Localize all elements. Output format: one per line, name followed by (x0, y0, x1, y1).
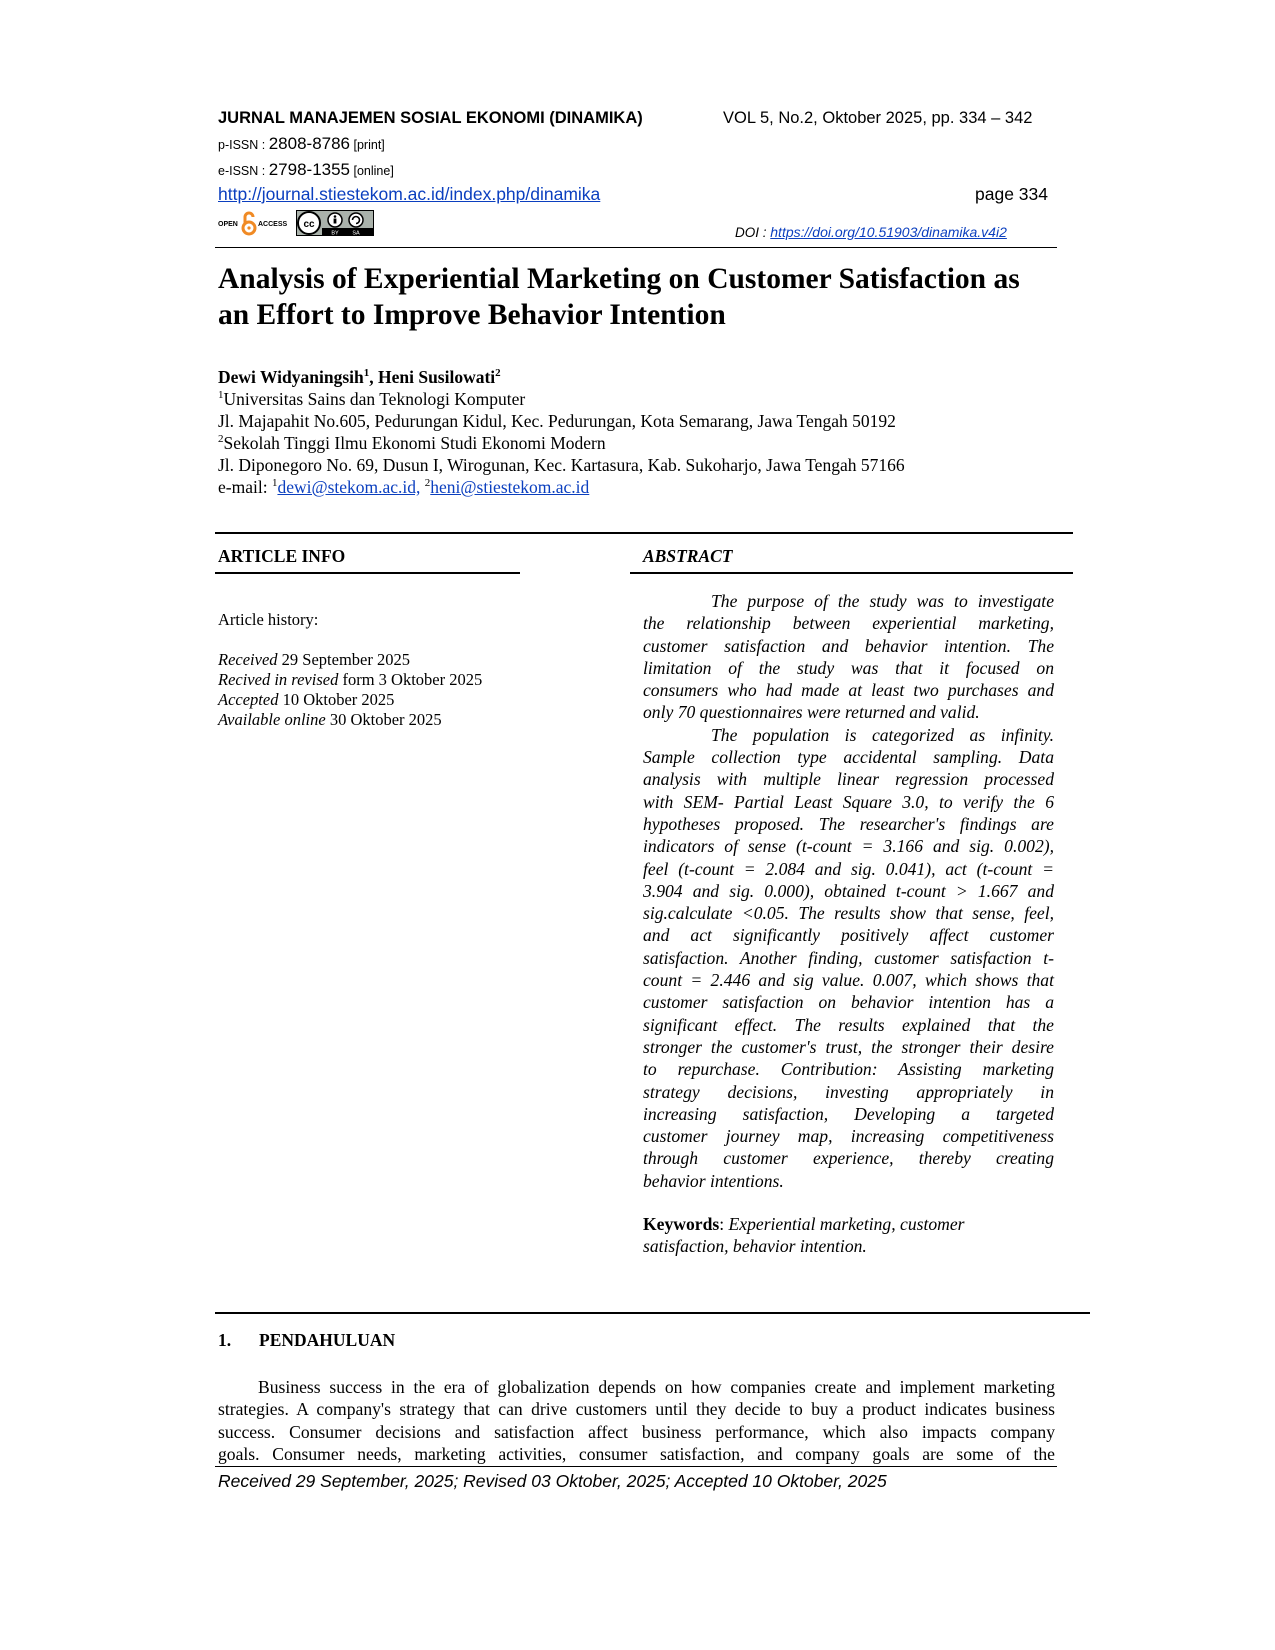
article-info-rule (215, 572, 520, 574)
svg-text:cc: cc (303, 219, 315, 230)
available-online-line (218, 710, 442, 730)
email-2-sup: 2 (424, 477, 431, 489)
abstract-line: the relationship between experiential marketing, (643, 613, 1054, 634)
author-list (218, 367, 501, 388)
revised-date: form 3 Oktober 2025 (338, 670, 483, 689)
author-2-sup: 2 (495, 367, 501, 379)
eissn-number: 2798-1355 (268, 160, 351, 179)
doi-line (735, 224, 1007, 240)
accepted-line (218, 690, 394, 710)
intro-line: goals. Consumer needs, marketing activities, consumer satisfaction, and company goals are some of the (218, 1443, 1055, 1464)
affiliation-1-address: Jl. Majapahit No.605, Pedurungan Kidul, Kec. Pedurungan, Kota Semarang, Jawa Tengah 50192 (218, 411, 896, 431)
abstract-line: customer journey map, increasing competitiveness (643, 1126, 1054, 1147)
author-2: Heni Susilowati (377, 367, 496, 387)
article-history-label: Article history: (218, 610, 319, 629)
abstract-bottom-rule (215, 1312, 1090, 1314)
volume-info: VOL 5, No.2, Oktober 2025, pp. 334 – 342 (723, 109, 1033, 127)
eissn-suffix: [online] (350, 164, 394, 178)
abstract-line: consumers who had made at least two purchases and (643, 680, 1054, 701)
abstract-line: limitation of the study was that it focused on (643, 657, 1054, 678)
affiliation-2-address: Jl. Diponegoro No. 69, Dusun I, Wirogunan, Kec. Kartasura, Kab. Sukoharjo, Jawa Tengah 57166 (218, 455, 905, 475)
section-title: PENDAHULUAN (259, 1330, 396, 1350)
available-online-label: Available online (218, 710, 326, 729)
accepted-label: Accepted (218, 690, 279, 709)
abstract-rule (630, 572, 1073, 574)
author-1-sup: 1 (363, 367, 370, 379)
eissn-label: e-ISSN : (218, 164, 269, 178)
header-divider (215, 247, 1057, 248)
doi-link[interactable]: https://doi.org/10.51903/dinamika.v4i2 (770, 224, 1007, 240)
intro-paragraph (218, 1376, 1055, 1465)
intro-line: success. Consumer decisions and satisfaction affect business performance, which also impacts company (218, 1421, 1055, 1442)
received-label: Received (218, 650, 278, 669)
abstract-line: only 70 questionnaires were returned and valid. (643, 702, 980, 723)
intro-line: Business success in the era of globalization depends on how companies create and implement marketing (258, 1377, 1055, 1397)
email-2-link[interactable]: heni@stiestekom.ac.id (430, 477, 590, 497)
pissn-label: p-ISSN : (218, 138, 269, 152)
abstract-line: strategy decisions, investing appropriately in (643, 1081, 1054, 1102)
available-online-date: 30 Oktober 2025 (325, 710, 442, 729)
revised-line (218, 670, 482, 690)
keywords (643, 1213, 965, 1258)
abstract-line: satisfaction. Another finding, customer satisfaction t- (643, 947, 1054, 968)
journal-url-link[interactable]: http://journal.stiestekom.ac.id/index.php/dinamika (218, 184, 601, 204)
affiliation-2-name: Sekolah Tinggi Ilmu Ekonomi Studi Ekonomi Modern (223, 433, 606, 453)
paper-title-line-1: Analysis of Experiential Marketing on Customer Satisfaction as (218, 263, 1020, 295)
abstract-line: Sample collection type accidental sampling. Data (643, 747, 1054, 768)
abstract-line: increasing satisfaction, Developing a targeted (643, 1103, 1054, 1124)
doi-label: DOI : (735, 225, 771, 240)
cc-by-sa-license-icon (296, 210, 374, 236)
paper-title-line-2: an Effort to Improve Behavior Intention (218, 299, 726, 331)
received-line (218, 650, 410, 670)
abstract-line: hypotheses proposed. The researcher's findings are (643, 813, 1054, 834)
keywords-label: Keywords (643, 1214, 720, 1234)
email-1-sup: 1 (271, 477, 278, 489)
affiliation-1-name: Universitas Sains dan Teknologi Komputer (223, 389, 526, 409)
pissn-suffix: [print] (350, 138, 385, 152)
email-label: e-mail: (218, 477, 272, 497)
svg-text:ACCESS: ACCESS (258, 221, 288, 228)
email-line (218, 477, 589, 498)
pissn-line (218, 134, 385, 154)
abstract-line: The purpose of the study was to investigate (711, 591, 1054, 611)
svg-text:BY: BY (331, 230, 339, 236)
abstract-line: count = 2.446 and sig value. 0.007, which shows that (643, 970, 1054, 991)
abstract-line: customer satisfaction on behavior intention has a (643, 992, 1054, 1013)
abstract-line: The population is categorized as infinity. (711, 724, 1054, 745)
affiliation-1 (218, 389, 525, 410)
svg-text:SA: SA (352, 230, 360, 236)
info-top-rule (215, 532, 1073, 534)
abstract-line: 3.904 and sig. 0.000), obtained t-count > 1.667 and (643, 880, 1054, 901)
intro-line: strategies. A company's strategy that can drive customers until they decide to buy a product indicates business (218, 1399, 1055, 1420)
abstract-line: through customer experience, thereby creating (643, 1148, 1054, 1169)
abstract-line: feel (t-count = 2.084 and sig. 0.041), act (t-count = (643, 858, 1054, 879)
article-info-heading: ARTICLE INFO (218, 546, 346, 566)
abstract-line: sig.calculate <0.05. The results show that sense, feel, (643, 903, 1054, 924)
eissn-line (218, 160, 394, 180)
keywords-line-2: satisfaction, behavior intention. (643, 1236, 867, 1257)
author-1: Dewi Widyaningsih (218, 367, 364, 387)
open-access-logo (218, 210, 288, 238)
abstract-line: and act significantly positively affect customer (643, 925, 1054, 946)
affiliation-2-sup: 2 (218, 433, 224, 445)
abstract-line: with SEM- Partial Least Square 3.0, to verify the 6 (643, 791, 1054, 812)
abstract-line: stronger the customer's trust, the stronger their desire (643, 1036, 1054, 1057)
affiliation-1-sup: 1 (218, 389, 224, 401)
svg-text:OPEN: OPEN (218, 221, 238, 228)
abstract-heading: ABSTRACT (643, 546, 733, 566)
email-1-link[interactable]: dewi@stekom.ac.id, (277, 477, 421, 497)
abstract-line: behavior intentions. (643, 1170, 784, 1191)
author-separator: , (369, 367, 378, 387)
section-number: 1. (218, 1330, 232, 1350)
keywords-line-1: Experiential marketing, customer (728, 1214, 965, 1234)
abstract-line: to repurchase. Contribution: Assisting marketing (643, 1059, 1054, 1080)
abstract-body (643, 590, 1054, 1192)
received-date: 29 September 2025 (277, 650, 410, 669)
page-number: page 334 (975, 184, 1048, 204)
abstract-line: significant effect. The results explained that the (643, 1014, 1054, 1035)
accepted-date: 10 Oktober 2025 (278, 690, 395, 709)
revised-label: Recived in revised (218, 670, 339, 689)
abstract-line: indicators of sense (t-count = 3.166 and sig. 0.002), (643, 836, 1054, 857)
abstract-line: customer satisfaction and behavior intention. The (643, 635, 1054, 656)
pissn-number: 2808-8786 (268, 134, 351, 153)
footer-dates: Received 29 September, 2025; Revised 03 Oktober, 2025; Accepted 10 Oktober, 2025 (218, 1471, 887, 1491)
keywords-colon: : (719, 1214, 729, 1234)
journal-name: JURNAL MANAJEMEN SOSIAL EKONOMI (DINAMIKA) (218, 109, 643, 127)
affiliation-2 (218, 433, 606, 454)
footer-rule (215, 1466, 1057, 1467)
abstract-line: analysis with multiple linear regression processed (643, 769, 1054, 790)
